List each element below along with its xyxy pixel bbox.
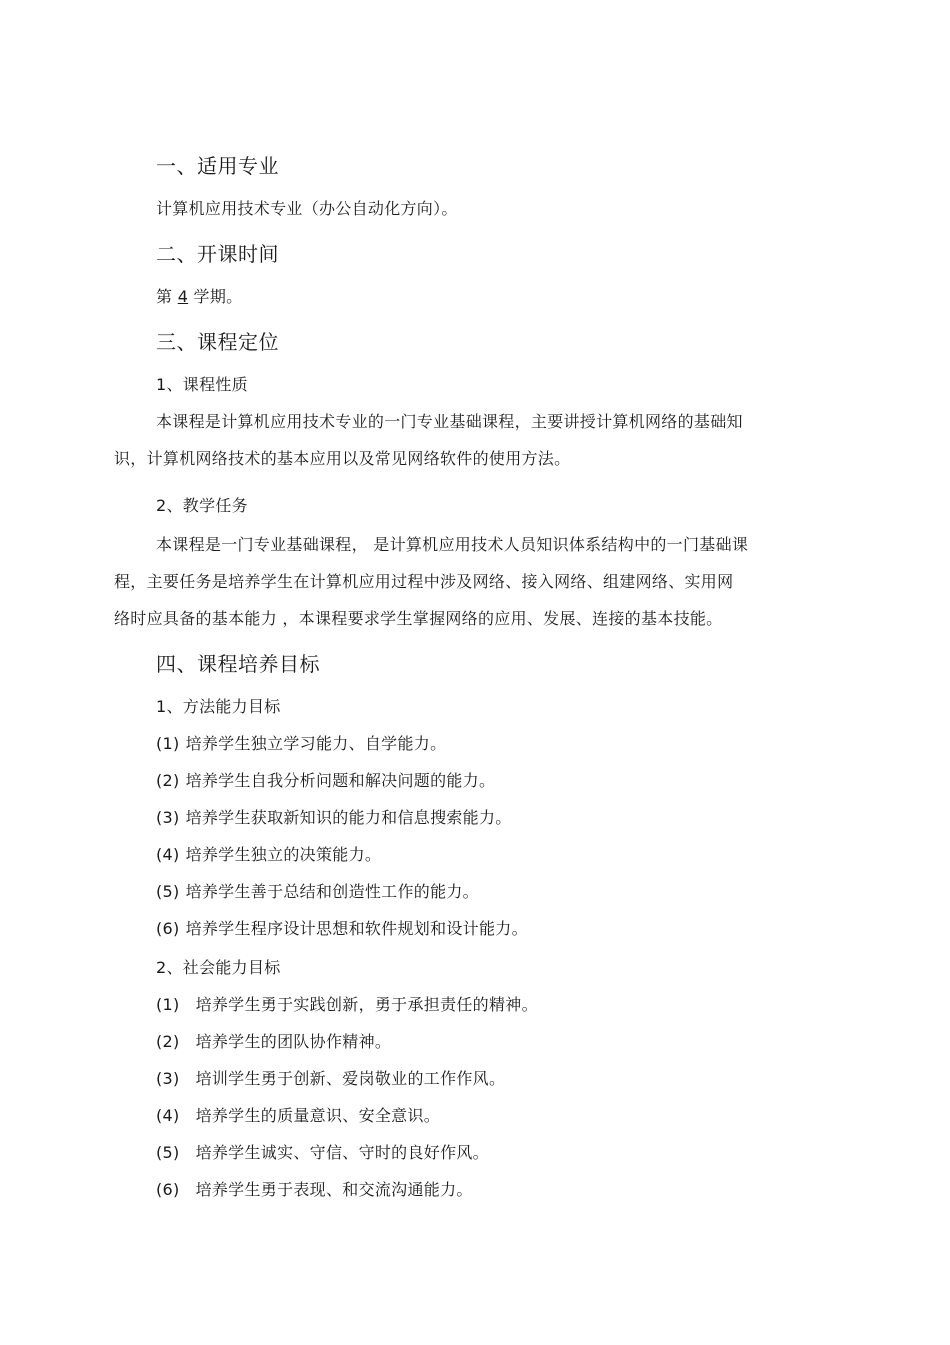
section-heading-course-time: 二、开课时间 — [156, 242, 279, 266]
list-item-number: (3) — [156, 1069, 180, 1088]
list-item — [156, 992, 538, 1015]
course-nature-paragraph-line-2: 识，计算机网络技术的基本应用以及常见网络软件的使用方法。 — [114, 449, 571, 468]
list-item-number: (1) — [156, 734, 180, 753]
list-item-text: 培养学生程序设计思想和软件规划和设计能力。 — [185, 919, 528, 938]
list-item — [156, 805, 512, 828]
subheading-teaching-task: 2、教学任务 — [156, 496, 248, 515]
list-item-number: (6) — [156, 1180, 180, 1199]
list-item — [156, 1029, 391, 1052]
list-item-text: 培养学生的团队协作精神。 — [195, 1032, 392, 1051]
list-item-number: (6) — [156, 919, 180, 938]
teaching-task-paragraph-line-2: 程，主要任务是培养学生在计算机应用过程中涉及网络、接入网络、组建网络、实用网 — [114, 572, 734, 591]
section-heading-course-position: 三、课程定位 — [156, 330, 279, 354]
applicable-major-text: 计算机应用技术专业（办公自动化方向）。 — [156, 199, 458, 218]
section-heading-applicable-major: 一、适用专业 — [156, 154, 279, 178]
list-item-number: (1) — [156, 995, 180, 1014]
list-item-text: 培养学生勇于表现、和交流沟通能力。 — [195, 1180, 473, 1199]
list-item — [156, 916, 528, 939]
list-item-number: (3) — [156, 808, 180, 827]
course-time-semester-number: 4 — [177, 287, 189, 306]
teaching-task-paragraph-line-1: 本课程是一门专业基础课程， 是计算机应用技术人员知识体系结构中的一门基础课 — [156, 535, 749, 554]
list-item-text: 培养学生获取新知识的能力和信息搜索能力。 — [185, 808, 512, 827]
section-heading-training-goals: 四、课程培养目标 — [156, 652, 320, 676]
list-item-number: (5) — [156, 882, 180, 901]
list-item — [156, 1140, 489, 1163]
list-item — [156, 879, 479, 902]
list-item — [156, 731, 446, 754]
list-item-text: 培养学生的质量意识、安全意识。 — [195, 1106, 441, 1125]
list-item-text: 培养学生勇于实践创新，勇于承担责任的精神。 — [195, 995, 538, 1014]
list-item — [156, 842, 381, 865]
list-item — [156, 768, 495, 791]
course-time-prefix: 第 — [156, 287, 178, 306]
list-item-text: 培养学生善于总结和创造性工作的能力。 — [185, 882, 479, 901]
list-item-text: 培养学生独立学习能力、自学能力。 — [185, 734, 447, 753]
course-nature-paragraph-line-1: 本课程是计算机应用技术专业的一门专业基础课程，主要讲授计算机网络的基础知 — [156, 412, 743, 431]
list-item — [156, 1103, 440, 1126]
list-item-number: (2) — [156, 771, 180, 790]
list-item-number: (4) — [156, 845, 180, 864]
course-time-suffix: 学期。 — [188, 287, 243, 306]
list-item-text: 培养学生独立的决策能力。 — [185, 845, 382, 864]
subheading-method-ability-goals: 1、方法能力目标 — [156, 697, 281, 716]
list-item-number: (2) — [156, 1032, 180, 1051]
subheading-course-nature: 1、课程性质 — [156, 375, 248, 394]
list-item — [156, 1066, 505, 1089]
list-item-text: 培养学生诚实、守信、守时的良好作风。 — [195, 1143, 489, 1162]
course-time-text — [156, 284, 242, 307]
list-item-number: (5) — [156, 1143, 180, 1162]
list-item-number: (4) — [156, 1106, 180, 1125]
teaching-task-paragraph-line-3: 络时应具备的基本能力 ，本课程要求学生掌握网络的应用、发展、连接的基本技能。 — [114, 609, 723, 628]
subheading-social-ability-goals: 2、社会能力目标 — [156, 958, 281, 977]
list-item-text: 培养学生自我分析问题和解决问题的能力。 — [185, 771, 496, 790]
list-item-text: 培训学生勇于创新、爱岗敬业的工作作风。 — [195, 1069, 506, 1088]
list-item — [156, 1177, 473, 1200]
